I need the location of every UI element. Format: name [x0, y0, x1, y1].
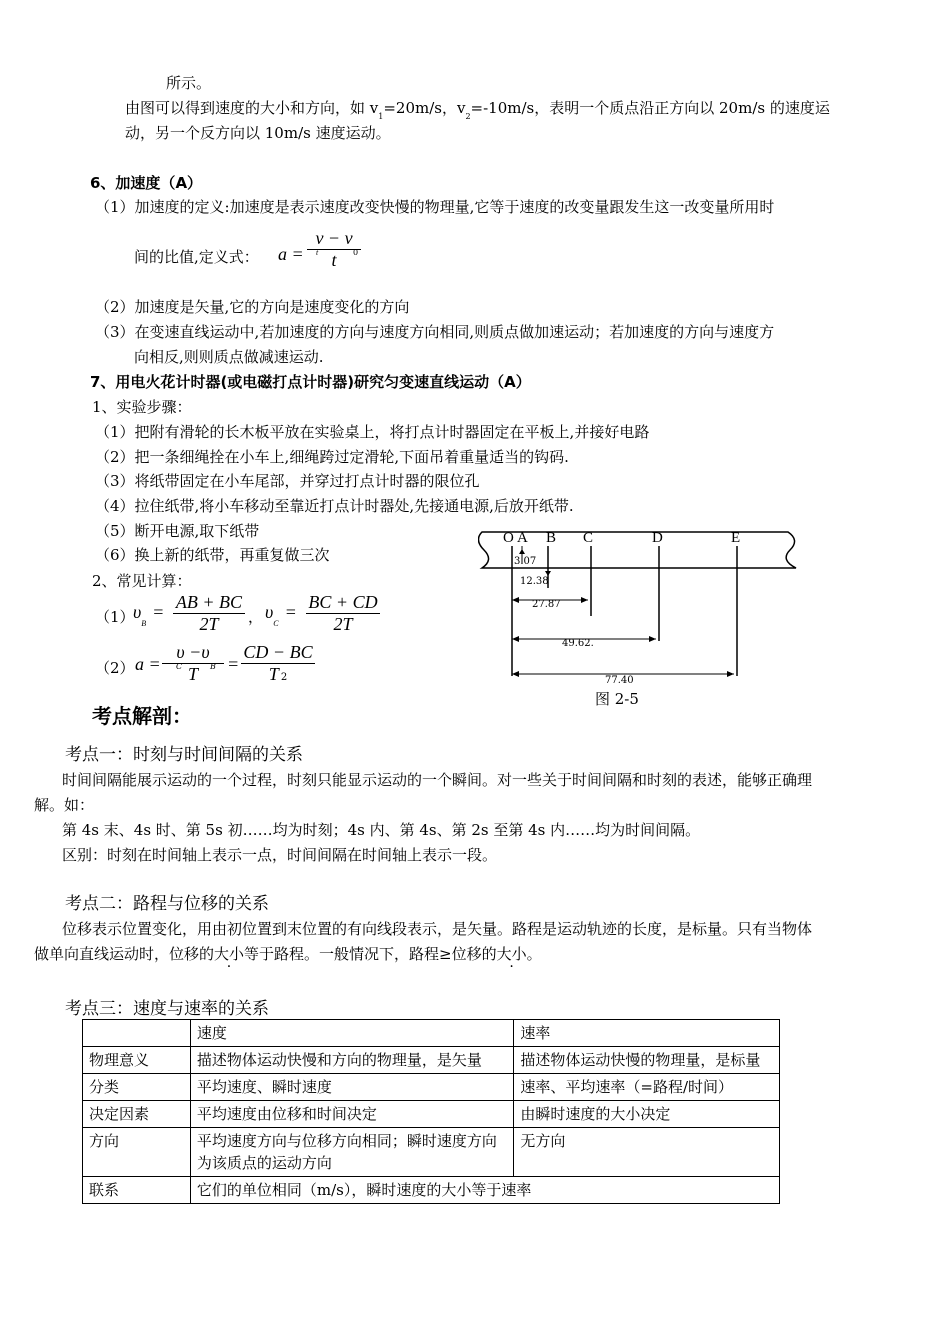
accel-direction-line-2: 向相反,则则质点做减速运动.: [134, 348, 324, 366]
calc-1-label: （1）: [95, 608, 135, 626]
analysis-title: 考点解剖：: [92, 704, 192, 728]
table-row: [83, 1128, 780, 1177]
figure-caption: 图 2-5: [595, 690, 639, 708]
step-5: （5）断开电源,取下纸带: [95, 522, 260, 540]
table-cell: 平均速度方向与位移方向相同；瞬时速度方向为该质点的运动方向: [190, 1128, 514, 1177]
calc-2-frac-1: υ −υ T: [162, 642, 224, 684]
calc-2-sub-b: B: [210, 662, 216, 671]
table-cell: 速率: [514, 1020, 780, 1047]
point-2-title: 考点二：路程与位移的关系: [65, 894, 269, 914]
point-1-para-line-1: 时间间隔能展示运动的一个过程，时刻只能显示运动的一个瞬间。对一些关于时间间隔和时刻的表述，能够正确理: [62, 771, 813, 789]
section-7-title: 7、用电火花计时器(或电磁打点计时器)研究匀变速直线运动（A）: [90, 373, 531, 391]
measure-3-07: 3.07: [514, 556, 537, 567]
measure-49-62: 49.62.: [562, 638, 594, 649]
accel-sub-t: t: [316, 248, 319, 257]
measure-12-38: 12.38: [520, 576, 549, 587]
paper-tape-diagram: [478, 528, 803, 688]
table-header-row: [83, 1020, 780, 1047]
calc-2-a: a =: [135, 654, 161, 674]
table-cell: 物理意义: [83, 1047, 191, 1074]
measure-27-87: 27.87: [532, 599, 561, 610]
calc-1-frac-2: BC + CD 2T: [306, 592, 380, 634]
table-cell: 由瞬时速度的大小决定: [514, 1101, 780, 1128]
steps-title: 1、实验步骤：: [92, 398, 192, 416]
table-row: [83, 1101, 780, 1128]
intro-line-3: 动，另一个反方向以 10m/s 速度运动。: [125, 124, 391, 142]
calc-2-sub-c: C: [176, 662, 183, 671]
point-1-examples: 第 4s 末、4s 时、第 5s 初……均为时刻；4s 内、第 4s、第 2s 至第 4s 内……均为时间间隔。: [62, 821, 701, 839]
accel-formula-fraction: v − v t: [307, 228, 361, 270]
tape-label-a: A: [517, 530, 528, 546]
table-cell: 速率、平均速率（=路程/时间）: [514, 1074, 780, 1101]
intro-line-1: 所示。: [166, 74, 212, 92]
tape-label-o: O: [503, 530, 514, 546]
table-row: [83, 1177, 780, 1204]
step-3: （3）将纸带固定在小车尾部，并穿过打点计时器的限位孔: [95, 472, 480, 490]
point-1-title: 考点一：时刻与时间间隔的关系: [65, 745, 303, 765]
table-cell: 平均速度由位移和时间决定: [190, 1101, 514, 1128]
calc-1-frac-1: AB + BC 2T: [173, 592, 245, 634]
accel-definition-line-2: 间的比值,定义式：: [134, 248, 259, 266]
velocity-speed-table: [82, 1019, 780, 1204]
table-cell: 方向: [83, 1128, 191, 1177]
table-cell: 描述物体运动快慢的物理量，是标量: [514, 1047, 780, 1074]
step-1: （1）把附有滑轮的长木板平放在实验桌上，将打点计时器固定在平板上,并接好电路: [95, 423, 650, 441]
step-6: （6）换上新的纸带，再重复做三次: [95, 546, 330, 564]
table-cell: 联系: [83, 1177, 191, 1204]
table-row: [83, 1074, 780, 1101]
accel-direction-line-1: （3）在变速直线运动中,若加速度的方向与速度方向相同,则质点做加速运动；若加速度的方向与速度方: [95, 323, 775, 341]
table-cell: 描述物体运动快慢和方向的物理量，是矢量: [190, 1047, 514, 1074]
step-2: （2）把一条细绳拴在小车上,细绳跨过定滑轮,下面吊着重量适当的钩码.: [95, 448, 569, 466]
calc-2-frac-2: CD − BC T 2: [241, 642, 315, 688]
tape-label-e: E: [731, 530, 741, 546]
table-cell: 速度: [190, 1020, 514, 1047]
calc-1-vb: $\upsilon_B=$: [133, 602, 165, 628]
measure-77-40: 77.40: [605, 675, 634, 686]
tape-label-d: D: [652, 530, 663, 546]
calc-1-separator: ，: [248, 608, 264, 626]
table-cell: 它们的单位相同（m/s），瞬时速度的大小等于速率: [190, 1177, 779, 1204]
table-cell: 决定因素: [83, 1101, 191, 1128]
table-cell: 无方向: [514, 1128, 780, 1177]
step-4: （4）拉住纸带,将小车移动至靠近打点计时器处,先接通电源,后放开纸带.: [95, 497, 574, 515]
table-cell: [83, 1020, 191, 1047]
accel-sub-0: 0: [353, 248, 359, 257]
point-1-para-line-2: 解。如：: [34, 796, 95, 814]
calc-2-label: （2）: [95, 659, 135, 677]
point-1-difference: 区别：时刻在时间轴上表示一点，时间间隔在时间轴上表示一段。: [62, 846, 498, 864]
accel-formula-lhs: a =: [278, 244, 304, 264]
calc-2-equals: =: [227, 654, 240, 674]
intro-line-2: 由图可以得到速度的大小和方向，如 $v_1=20m/s$，$v_2=-10m/s$，表明一个质点沿正方向以 20m/s 的速度运: [125, 99, 830, 121]
tape-label-b: B: [546, 530, 557, 546]
table-cell: 分类: [83, 1074, 191, 1101]
point-2-para-line-1: 位移表示位置变化，用由初位置到末位置的有向线段表示，是矢量。路程是运动轨迹的长度，是标量。只有当物体: [62, 920, 813, 938]
table-row: [83, 1047, 780, 1074]
table-cell: 平均速度、瞬时速度: [190, 1074, 514, 1101]
tape-label-c: C: [583, 530, 594, 546]
calc-title: 2、常见计算：: [92, 572, 192, 590]
calc-1-vc: $\upsilon_C=$: [265, 602, 297, 628]
section-6-title: 6、加速度（A）: [90, 174, 203, 192]
point-3-title: 考点三：速度与速率的关系: [65, 999, 269, 1019]
point-2-para-line-2: 做单向直线运动时，位移的大小等于路程。一般情况下，路程≥位移的大小。: [34, 945, 542, 963]
accel-vector-item: （2）加速度是矢量,它的方向是速度变化的方向: [95, 298, 410, 316]
accel-definition-line-1: （1）加速度的定义:加速度是表示速度改变快慢的物理量,它等于速度的改变量跟发生这一改变量所用时: [95, 198, 775, 216]
